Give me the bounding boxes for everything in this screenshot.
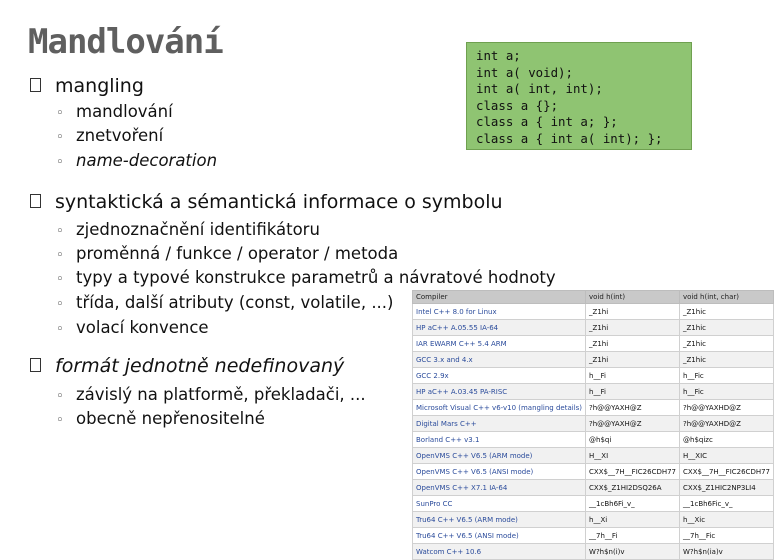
table-row [413,416,774,432]
compiler-cell: Tru64 C++ V6.5 (ARM mode) [413,512,586,528]
code-line: class a {}; [476,97,559,113]
circle-bullet-icon: ◦ [56,322,64,337]
mangled-name-cell: @h$qizc [680,432,774,448]
table-row [413,352,774,368]
mangled-name-cell: h__Fic [680,368,774,384]
bullet-box-icon [30,194,41,208]
table-row [413,368,774,384]
compiler-cell: Tru64 C++ V6.5 (ANSI mode) [413,528,586,544]
bullet-mangling: mangling [30,75,144,97]
code-line: class a { int a; }; [476,114,618,130]
mangled-name-cell: h__Fi [586,368,680,384]
table-row [413,496,774,512]
code-line: int a; [476,48,521,63]
compiler-cell: Borland C++ v3.1 [413,432,586,448]
mangled-name-cell: h__Xic [680,512,774,528]
table-row [413,432,774,448]
mangled-name-cell: ?h@@YAXHD@Z [680,416,774,432]
code-line: class a { int a( int); }; [476,130,663,146]
mangled-name-cell: H__XI [586,448,680,464]
table-row [413,384,774,400]
compiler-cell: Watcom C++ 10.6 [413,544,586,560]
table-row [413,448,774,464]
compiler-cell: OpenVMS C++ V6.5 (ANSI mode) [413,464,586,480]
sub-item: ◦ volací konvence [56,318,209,337]
compiler-cell: Digital Mars C++ [413,416,586,432]
code-line: int a( int, int); [476,81,603,97]
mangled-name-cell: CXX$__7H__FIC26CDH77 [680,464,774,480]
sub-item: ◦ znetvoření [56,126,164,145]
mangled-name-cell: h__Fi [586,384,680,400]
sub-item: ◦ mandlování [56,102,173,121]
compiler-cell: GCC 2.9x [413,368,586,384]
slide-title: Mandlování [28,22,223,62]
bullet-box-icon [30,358,41,372]
compiler-cell: GCC 3.x and 4.x [413,352,586,368]
mangled-name-cell: __7h__Fi [586,528,680,544]
mangled-name-cell: _Z1hic [680,304,774,320]
table-row [413,336,774,352]
mangled-name-cell: ?h@@YAXH@Z [586,416,680,432]
mangled-name-cell: CXX$__7H__FIC26CDH77 [586,464,680,480]
circle-bullet-icon: ◦ [56,389,64,404]
mangled-name-cell: W?h$n(i)v [586,544,680,560]
mangled-name-cell: CXX$_Z1HIC2NP3LI4 [680,480,774,496]
circle-bullet-icon: ◦ [56,155,64,170]
mangled-name-cell: @h$qi [586,432,680,448]
mangled-name-cell: h__Xi [586,512,680,528]
column-header: void h(int) [586,291,680,304]
mangling-table [412,290,774,560]
table-row [413,304,774,320]
mangled-name-cell: __7h__Fic [680,528,774,544]
compiler-cell: HP aC++ A.03.45 PA-RISC [413,384,586,400]
mangled-name-cell: _Z1hi [586,320,680,336]
mangled-name-cell: CXX$_Z1HI2DSQ26A [586,480,680,496]
table-row [413,512,774,528]
code-example-box [466,42,692,150]
bullet-symbol-info: syntaktická a sémantická informace o symbolu [30,191,503,213]
circle-bullet-icon: ◦ [56,297,64,312]
compiler-cell: OpenVMS C++ X7.1 IA-64 [413,480,586,496]
mangled-name-cell: _Z1hi [586,352,680,368]
sub-item: ◦ zjednoznačnění identifikátoru [56,220,320,239]
mangled-name-cell: H__XIC [680,448,774,464]
circle-bullet-icon: ◦ [56,248,64,263]
sub-item: ◦ závislý na platformě, překladači, ... [56,385,366,404]
compiler-cell: Microsoft Visual C++ v6-v10 (mangling details) [413,400,586,416]
sub-item: ◦ třída, další atributy (const, volatile, ...) [56,293,394,312]
table-row [413,464,774,480]
column-header: void h(int, char) [680,291,774,304]
mangled-name-cell: _Z1hic [680,352,774,368]
mangled-name-cell: ?h@@YAXHD@Z [680,400,774,416]
mangled-name-cell: ?h@@YAXH@Z [586,400,680,416]
sub-item: ◦ proměnná / funkce / operator / metoda [56,244,399,263]
mangled-name-cell: __1cBh6Fic_v_ [680,496,774,512]
circle-bullet-icon: ◦ [56,272,64,287]
bullet-format: formát jednotně nedefinovaný [30,355,344,377]
mangled-name-cell: _Z1hi [586,304,680,320]
table-row [413,528,774,544]
compiler-cell: Intel C++ 8.0 for Linux [413,304,586,320]
table-row [413,400,774,416]
circle-bullet-icon: ◦ [56,130,64,145]
compiler-cell: SunPro CC [413,496,586,512]
table-row [413,544,774,560]
code-line: int a( void); [476,64,573,80]
compiler-cell: OpenVMS C++ V6.5 (ARM mode) [413,448,586,464]
mangled-name-cell: _Z1hic [680,336,774,352]
sub-item: ◦ name-decoration [56,151,218,170]
compiler-cell: HP aC++ A.05.55 IA-64 [413,320,586,336]
bullet-box-icon [30,78,41,92]
sub-item: ◦ typy a typové konstrukce parametrů a návratové hodnoty [56,268,556,287]
mangled-name-cell: __1cBh6Fi_v_ [586,496,680,512]
column-header: Compiler [413,291,586,304]
mangled-name-cell: _Z1hic [680,320,774,336]
table-row [413,480,774,496]
table-header-row [413,291,774,304]
sub-item: ◦ obecně nepřenositelné [56,409,265,428]
circle-bullet-icon: ◦ [56,106,64,121]
mangled-name-cell: W?h$n(ia)v [680,544,774,560]
circle-bullet-icon: ◦ [56,413,64,428]
compiler-cell: IAR EWARM C++ 5.4 ARM [413,336,586,352]
circle-bullet-icon: ◦ [56,224,64,239]
mangled-name-cell: _Z1hi [586,336,680,352]
mangled-name-cell: h__Fic [680,384,774,400]
table-row [413,320,774,336]
